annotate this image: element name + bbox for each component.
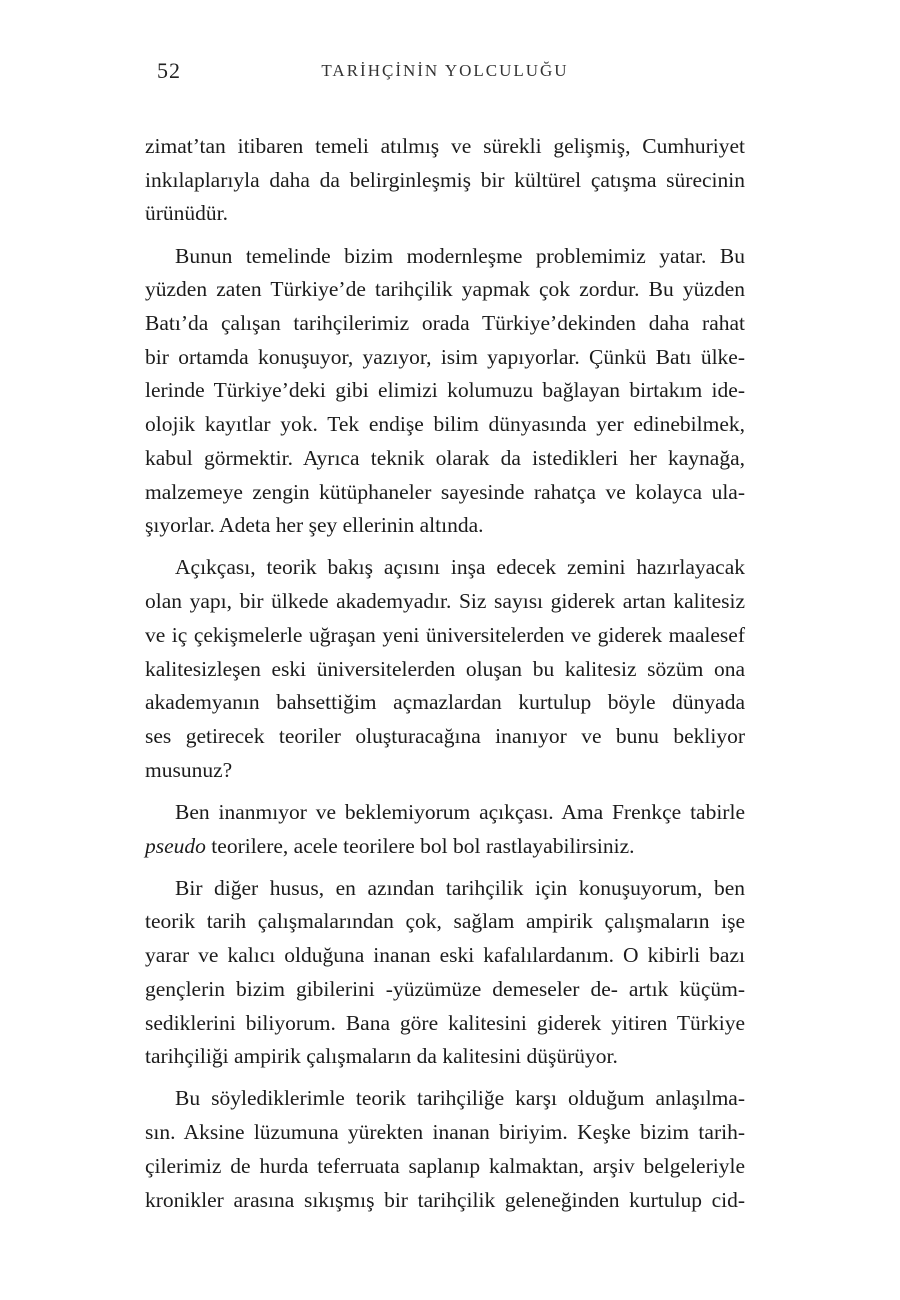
paragraph [145, 1082, 745, 1217]
running-header [145, 58, 745, 88]
paragraph [145, 240, 745, 543]
text-line: Açıkçası, teorik bakış açısını inşa edecek zemini hazırlayacak [175, 555, 745, 580]
text-line: ses getirecek teoriler oluşturacağına inanıyor ve bunu bekliyor [145, 723, 745, 748]
text-line: sın. Aksine lüzumuna yürekten inanan biriyim. Keşke bizim tarih- [145, 1120, 745, 1145]
text-line: Bir diğer husus, en azından tarihçilik için konuşuyorum, ben [175, 875, 745, 900]
text-line: bir ortamda konuşuyor, yazıyor, isim yapıyorlar. Çünkü Batı ülke- [145, 344, 745, 369]
paragraph-continuation [145, 130, 745, 231]
text-line: kronikler arasına sıkışmış bir tarihçilik geleneğinden kurtulup cid- [145, 1187, 745, 1212]
text-line: lerinde Türkiye’deki gibi elimizi kolumuzu bağlayan birtakım ide- [145, 378, 745, 403]
italic-term: pseudo [145, 833, 206, 858]
text-line: çilerimiz de hurda teferruata saplanıp kalmaktan, arşiv belgeleriyle [145, 1153, 745, 1178]
text-line: Ben inanmıyor ve beklemiyorum açıkçası. Ama Frenkçe tabirle [175, 799, 745, 824]
paragraph [145, 796, 745, 863]
text-line: Bu söylediklerimle teorik tarihçiliğe karşı olduğum anlaşılma- [175, 1086, 745, 1111]
text-line: teorik tarih çalışmalarından çok, sağlam ampirik çalışmaların işe [145, 909, 745, 934]
text-run: teorilere, acele teorilere bol bol rastlayabilirsiniz. [205, 833, 635, 858]
text-line: sediklerini biliyorum. Bana göre kalitesini giderek yitiren Türkiye [145, 1010, 745, 1035]
text-line: şıyorlar. Adeta her şey ellerinin altında. [145, 513, 484, 538]
text-line: Batı’da çalışan tarihçilerimiz orada Türkiye’dekinden daha rahat [145, 311, 745, 336]
body-text [145, 130, 745, 1226]
text-line: zimat’tan itibaren temeli atılmış ve sürekli gelişmiş, Cumhuriyet [145, 134, 745, 158]
text-line-with-italic [145, 830, 745, 864]
text-line: kalitesizleşen eski üniversitelerden oluşan bu kalitesiz sözüm ona [145, 656, 745, 681]
text-line: ürünüdür. [145, 201, 229, 226]
paragraph [145, 872, 745, 1074]
page-number: 52 [157, 58, 181, 83]
text-line: kabul görmektir. Ayrıca teknik olarak da istedikleri her kaynağa, [145, 445, 745, 470]
paragraph [145, 551, 745, 787]
text-line: yarar ve kalıcı olduğuna inanan eski kafalılardanım. O kibirli bazı [145, 943, 745, 968]
text-line: gençlerin bizim gibilerini -yüzümüze demeseler de- artık küçüm- [145, 976, 745, 1001]
text-line: tarihçiliği ampirik çalışmaların da kalitesini düşürüyor. [145, 1044, 618, 1069]
text-line: musunuz? [145, 757, 233, 782]
text-line: olojik kayıtlar yok. Tek endişe bilim dünyasında yer edinebilmek, [145, 412, 745, 437]
text-line: inkılaplarıyla daha da belirginleşmiş bir kültürel çatışma sürecinin [145, 167, 745, 192]
text-line: akademyanın bahsettiğim açmazlardan kurtulup böyle dünyada [145, 690, 745, 715]
text-line: Bunun temelinde bizim modernleşme problemimiz yatar. Bu [175, 243, 745, 268]
book-title: TARİHÇİNİN YOLCULUĞU [321, 61, 569, 80]
text-line: ve iç çekişmelerle uğraşan yeni üniversitelerden ve giderek maalesef [145, 622, 745, 647]
text-line: olan yapı, bir ülkede akademyadır. Siz sayısı giderek artan kalitesiz [145, 589, 745, 614]
text-line: yüzden zaten Türkiye’de tarihçilik yapmak çok zordur. Bu yüzden [145, 277, 745, 302]
text-line: malzemeye zengin kütüphaneler sayesinde rahatça ve kolayca ula- [145, 479, 745, 504]
